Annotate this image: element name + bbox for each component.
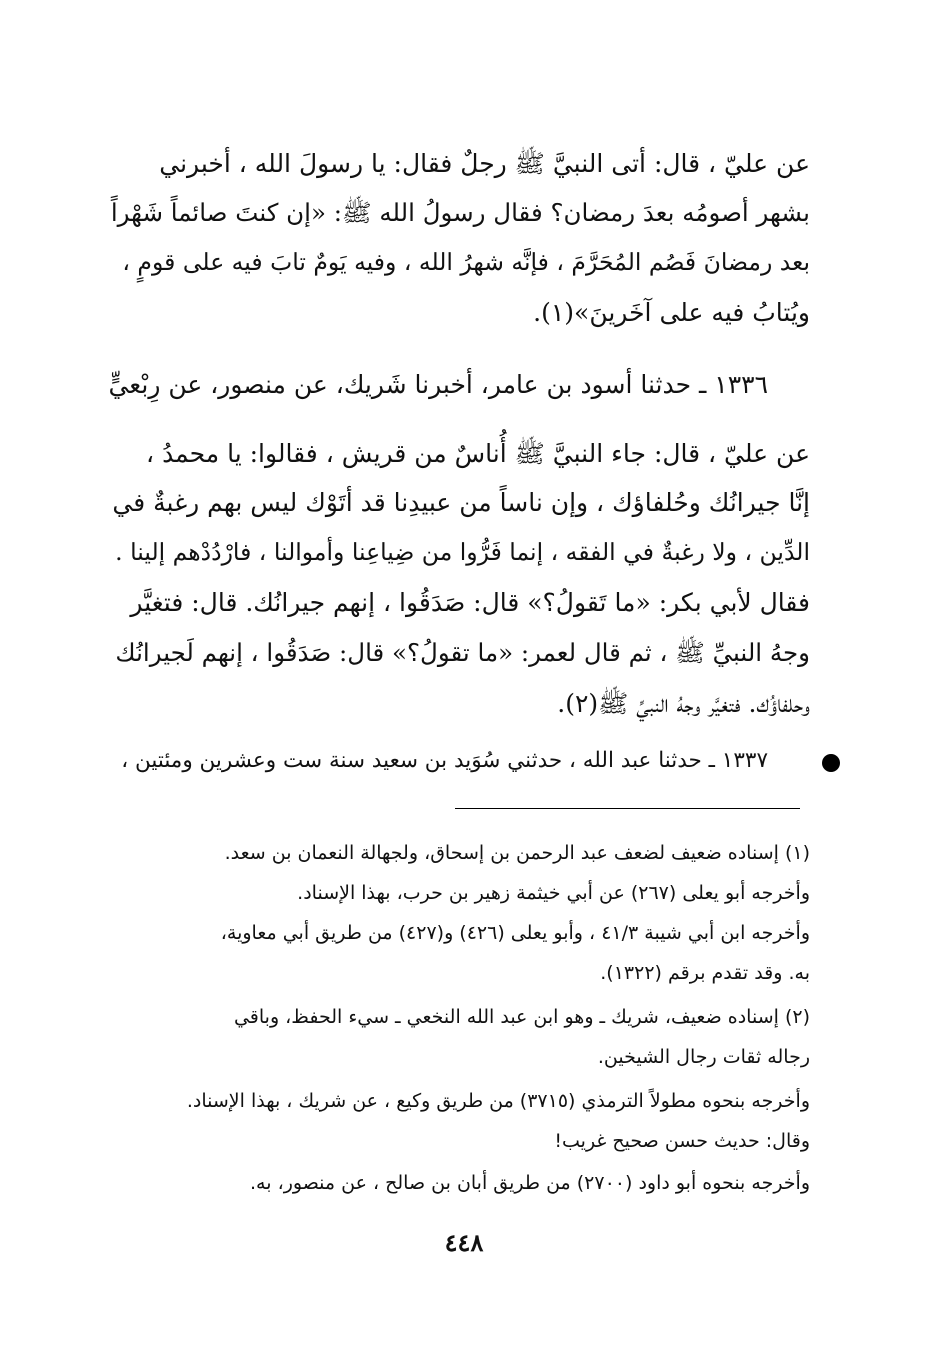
footnote-line-9: وأخرجه بنحوه أبو داود (٢٧٠٠) من طريق أبان بن صالح ، عن منصور، به.: [250, 1172, 810, 1194]
footnote-separator: [455, 808, 800, 809]
page-number: ٤٤٨: [444, 1228, 484, 1257]
footnote-line-3: وأخرجه ابن أبي شيبة ٤١/٣ ، وأبو يعلى (٤٢٦) و(٤٢٧) من طريق أبي معاوية،: [220, 922, 810, 944]
footnote-line-5: (٢) إسناده ضعيف، شريك ـ وهو ابن عبد الله النخعي ـ سيء الحفظ، وباقي: [233, 1006, 810, 1028]
footnote-line-4: به. وقد تقدم برقم (١٣٢٢).: [600, 962, 810, 984]
hadith-1336-line-2: إنَّا جيرانُك وحُلفاؤك ، وإن ناساً من عبيدِنا قد أتَوْك ليس بهم رغبةٌ في: [112, 488, 810, 517]
hadith-1336-line-6: وحلفاؤُك. فتغيَّر وجهُ النبيِّ ﷺ(٢).: [557, 689, 810, 718]
body-line-4: ويُتابُ فيه على آخَرينَ»(١).: [533, 298, 810, 327]
hadith-1336-line-3: الدِّين ، ولا رغبةٌ في الفقه ، إنما فَرُّوا من ضِياعِنا وأموالنا ، فارْدُدْهم إلينا .: [115, 538, 810, 566]
hadith-1337-heading: ١٣٣٧ ـ حدثنا عبد الله ، حدثني سُوَيد بن سعيد سنة ست وعشرين ومئتين ،: [121, 748, 768, 773]
footnote-line-2: وأخرجه أبو يعلى (٢٦٧) عن أبي خيثمة زهير بن حرب، بهذا الإسناد.: [297, 882, 810, 904]
footnote-line-6: رجاله ثقات رجال الشيخين.: [597, 1046, 810, 1068]
body-line-2: بشهر أصومُه بعدَ رمضان؟ فقال رسولُ الله ﷺ: «إن كنتَ صائماً شَهْراً: [110, 198, 810, 227]
hadith-1336-line-5: وجهُ النبيِّ ﷺ ، ثم قال لعمر: «ما تقولُ؟» قال: صَدَقُوا ، إنهم لَجيرانُك: [115, 638, 810, 667]
body-line-3: بعد رمضانَ فَصُم المُحَرَّمَ ، فإنَّه شهرُ الله ، وفيه يَومٌ تابَ فيه على قومٍ ،: [122, 248, 810, 276]
footnote-line-1: (١) إسناده ضعيف لضعف عبد الرحمن بن إسحاق، ولجهالة النعمان بن سعد.: [224, 842, 810, 864]
bullet-marker: [822, 754, 840, 772]
footnote-line-7: وأخرجه بنحوه مطولاً الترمذي (٣٧١٥) من طريق وكيع ، عن شريك ، بهذا الإسناد.: [186, 1090, 810, 1112]
hadith-1336-heading: ١٣٣٦ ـ حدثنا أسود بن عامر، أخبرنا شَريك، عن منصور، عن رِبْعيٍّ: [108, 370, 768, 399]
footnote-line-8: وقال: حديث حسن صحيح غريب!: [554, 1130, 810, 1152]
body-line-1: عن عليّ ، قال: أتى النبيَّ ﷺ رجلٌ فقال: يا رسولَ الله ، أخبرني: [159, 149, 810, 178]
hadith-1336-line-1: عن عليّ ، قال: جاء النبيَّ ﷺ أُناسٌ من قريش ، فقالوا: يا محمدُ ،: [146, 439, 810, 468]
hadith-1336-line-4: فقال لأبي بكر: «ما تَقولُ؟» قال: صَدَقُوا ، إنهم جيرانُك. قال: فتغيَّر: [130, 588, 810, 617]
